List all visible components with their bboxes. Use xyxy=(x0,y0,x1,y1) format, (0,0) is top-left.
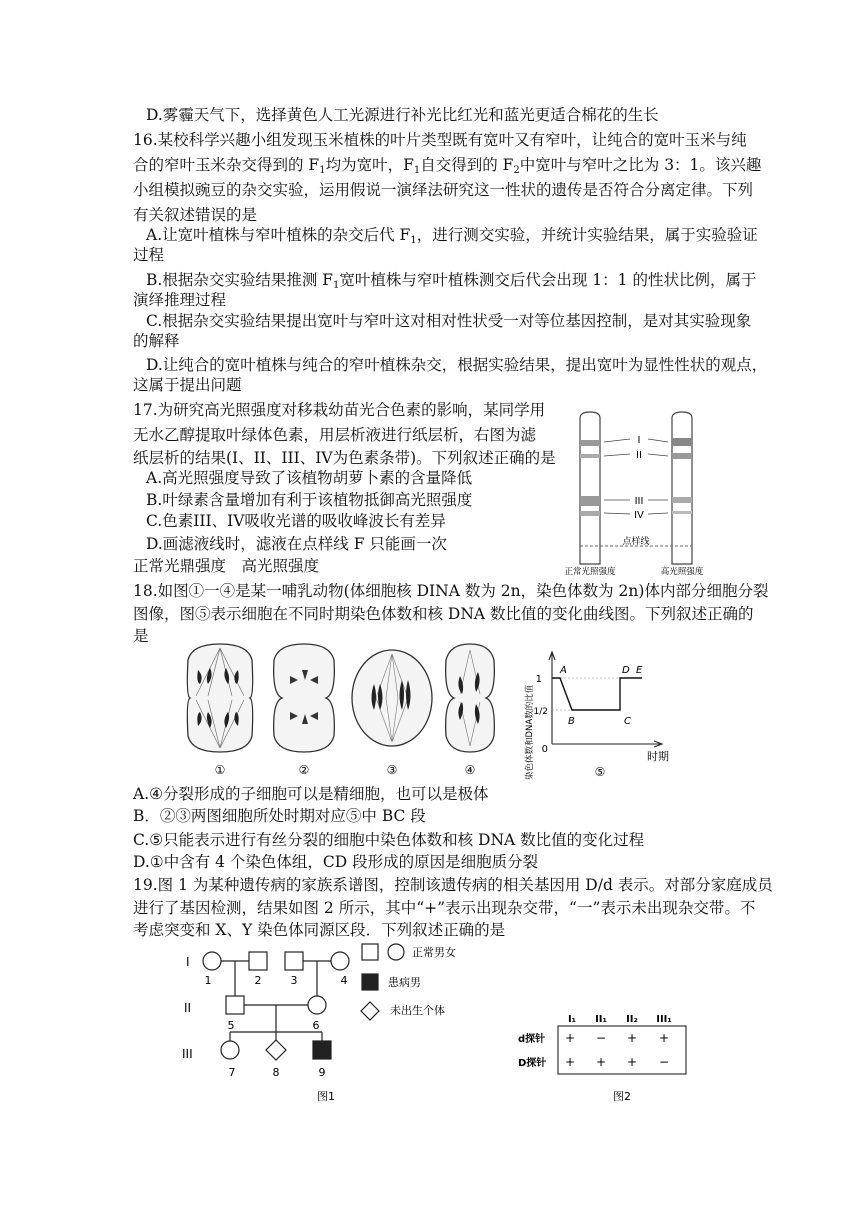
q18-stem-line2: 图像，图⑤表示细胞在不同时期染色体数和核 DNA 数比值的变化曲线图。下列叙述正确的 xyxy=(133,605,754,623)
q16-option-c: C.根据杂交实验结果提出宽叶与窄叶这对相对性状受一对等位基因控制，是对其实验现象 xyxy=(146,312,752,330)
q17-option-a: A.高光照强度导致了该植物胡萝卜素的含量降低 xyxy=(146,469,473,487)
band-label-4: IV xyxy=(634,510,644,521)
q19-gene-test-figure xyxy=(512,1012,700,1108)
q16-option-b-cont: 演绎推理过程 xyxy=(133,291,227,309)
legend-affected-male xyxy=(362,974,378,990)
x-axis-label: 时期 xyxy=(647,750,669,763)
paper-strip-high xyxy=(672,412,692,564)
cell-D-1: + xyxy=(564,1055,576,1069)
q16-option-c-cont: 的解释 xyxy=(133,332,180,350)
q19-stem-line3: 考虑突变和 X、Y 染色体同源区段．下列叙述正确的是 xyxy=(133,921,506,939)
cell-2-label: ② xyxy=(298,763,310,777)
id-5: 5 xyxy=(227,1019,235,1032)
band-3-normal xyxy=(580,496,600,506)
q16-option-a-cont: 过程 xyxy=(133,246,165,264)
fig2-caption: 图2 xyxy=(613,1090,631,1103)
q19-pedigree-figure xyxy=(176,940,506,1110)
point-d: D xyxy=(622,665,630,676)
q18-option-b: B．②③两图细胞所处时期对应⑤中 BC 段 xyxy=(133,807,426,825)
cell-1-anaphase xyxy=(187,644,252,752)
point-e: E xyxy=(636,665,643,676)
q17-stem-line1: 17.为研究高光照强度对移栽幼苗光合色素的影响，某同学用 xyxy=(133,401,546,419)
fig1-caption: 图1 xyxy=(317,1090,335,1103)
cell-d-4: + xyxy=(658,1031,670,1045)
cell-1-label: ① xyxy=(214,763,226,777)
band-2-high xyxy=(672,453,692,459)
legend-unborn xyxy=(361,1002,379,1020)
q16-option-d-cont: 这属于提出问题 xyxy=(133,376,242,394)
band-label-3: III xyxy=(634,496,644,507)
ratio-curve xyxy=(552,678,642,710)
band-1-high xyxy=(672,438,692,446)
gen-label-1: I xyxy=(186,955,190,969)
q19-stem-line1: 19.图 1 为某种遗传病的家族系谱图，控制该遗传病的相关基因用 D/d 表示。对部分家庭成员 xyxy=(133,876,773,894)
cell-4-label: ④ xyxy=(464,763,476,777)
paper-strip-normal xyxy=(580,412,600,564)
q17-stem-line3: 纸层析的结果(I、II、III、IV为色素条带)。下列叙述正确的是 xyxy=(133,449,556,467)
q18-stem-line3: 是 xyxy=(133,627,149,645)
ratio-graph xyxy=(524,652,669,780)
member-4-female xyxy=(331,952,349,970)
band-3-high xyxy=(672,497,692,503)
legend-affected-label: 患病男 xyxy=(388,976,421,989)
legend-normal-female xyxy=(388,944,404,960)
gen-label-3: III xyxy=(182,1047,193,1061)
legend-normal-label: 正常男女 xyxy=(412,946,456,959)
cell-4-anaphase-ii xyxy=(446,644,495,752)
col-label-2: II₁ xyxy=(595,1014,607,1025)
band-label-2: II xyxy=(636,450,642,461)
q18-option-c: C.⑤只能表示进行有丝分裂的细胞中染色体数和核 DNA 数比值的变化过程 xyxy=(133,831,645,849)
cell-d-2: − xyxy=(595,1031,607,1045)
id-9: 9 xyxy=(318,1066,326,1079)
id-4: 4 xyxy=(340,974,348,987)
cell-d-1: + xyxy=(564,1031,576,1045)
q17-chromatography-figure xyxy=(560,408,728,578)
cell-2-telophase xyxy=(274,644,335,752)
q16-stem-line4: 有关叙述错误的是 xyxy=(133,206,258,224)
q19-stem-line2: 进行了基因检测，结果如图 2 所示，其中“+”表示出现杂交带，“一”表示未出现杂交带。不 xyxy=(133,899,756,917)
q18-stem-line1: 18.如图①一④是某一哺乳动物(体细胞核 DINA 数为 2n，染色体数为 2n)体内部分细胞分裂 xyxy=(133,582,769,600)
cell-D-2: + xyxy=(595,1055,607,1069)
point-b: B xyxy=(568,716,575,727)
cell-3-metaphase xyxy=(352,650,432,746)
id-2: 2 xyxy=(254,974,262,987)
band-1-normal xyxy=(580,440,600,446)
member-8-unborn xyxy=(266,1040,286,1060)
strip-label-normal: 正常光照强度 xyxy=(564,567,616,577)
q16-stem-line2: 合的窄叶玉米杂交得到的 $F_1$均为宽叶，$F_1$自交得到的 $F_2$中宽叶与窄叶之比为 3：1。该兴趣 xyxy=(133,156,762,176)
member-2-male xyxy=(249,952,267,970)
strip-label-high: 高光照强度 xyxy=(660,567,704,577)
gen-label-2: II xyxy=(184,1001,192,1015)
col-label-1: I₁ xyxy=(567,1014,577,1025)
origin-label: 0 xyxy=(541,744,548,755)
col-label-4: III₁ xyxy=(656,1014,672,1025)
member-6-female xyxy=(308,996,326,1014)
band-2-normal xyxy=(580,454,600,458)
baseline-label: 点样线 xyxy=(622,537,650,547)
col-label-3: II₂ xyxy=(626,1014,638,1025)
probe-d-label: d探针 xyxy=(518,1034,546,1045)
q16-stem-line1: 16.某校科学兴趣小组发现玉米植株的叶片类型既有宽叶又有窄叶，让纯合的宽叶玉米与纯 xyxy=(133,131,747,149)
id-6: 6 xyxy=(312,1019,320,1032)
band-4-high xyxy=(672,511,692,514)
cell-D-4: − xyxy=(658,1055,670,1069)
y-tick-1: 1 xyxy=(535,674,542,685)
y-tick-half: 1/2 xyxy=(533,707,548,717)
point-a: A xyxy=(560,665,567,676)
cell-3-label: ③ xyxy=(386,763,398,777)
q18-option-a: A.④分裂形成的子细胞可以是精细胞，也可以是极体 xyxy=(133,785,489,803)
q17-option-c: C.色素III、IV吸收光谱的吸收峰波长有差异 xyxy=(146,512,446,530)
point-c: C xyxy=(624,716,631,727)
q15-option-d: D.雾霾天气下，选择黄色人工光源进行补光比红光和蓝光更适合棉花的生长 xyxy=(146,106,659,124)
q16-option-b: B.根据杂交实验结果推测 $F_1$宽叶植株与窄叶植株测交后代会出现 1：1 的性状比例，属于 xyxy=(146,271,757,291)
cell-d-3: + xyxy=(626,1031,638,1045)
q17-stem-line2: 无水乙醇提取叶绿体色素，用层析液进行纸层析，右图为滤 xyxy=(133,426,537,444)
member-1-female xyxy=(203,952,221,970)
q17-option-b: B.叶绿素含量增加有利于该植物抵御高光照强度 xyxy=(146,491,473,509)
q16-option-d: D.让纯合的宽叶植株与纯合的窄叶植株杂交，根据实验结果，提出宽叶为显性性状的观点， xyxy=(146,356,768,374)
legend-normal-male xyxy=(362,944,378,960)
member-3-male xyxy=(285,952,303,970)
q16-stem-line3: 小组模拟豌豆的杂交实验，运用假说一演绎法研究这一性状的遗传是否符合分离定律。下列 xyxy=(133,181,754,199)
member-7-female xyxy=(221,1041,239,1059)
q16-option-a: A.让宽叶植株与窄叶植株的杂交后代 $F_1$，进行测交实验，并统计实验结果，属于实验验证 xyxy=(146,226,758,246)
q18-cell-division-figure xyxy=(180,640,700,782)
band-4-normal xyxy=(580,511,600,516)
id-7: 7 xyxy=(228,1066,236,1079)
id-3: 3 xyxy=(290,974,298,987)
graph-label: ⑤ xyxy=(594,765,606,779)
q17-figure-caption: 正常光鼎强度 高光照强度 xyxy=(133,557,320,575)
y-axis-label: 染色体数和DNA数的比值 xyxy=(525,684,535,780)
band-label-1: I xyxy=(637,435,641,446)
probe-D-label: D探针 xyxy=(518,1058,547,1069)
id-8: 8 xyxy=(272,1066,280,1079)
member-9-affected-male xyxy=(313,1041,331,1059)
id-1: 1 xyxy=(204,974,212,987)
member-5-male xyxy=(226,996,244,1014)
q18-option-d: D.①中含有 4 个染色体组，CD 段形成的原因是细胞质分裂 xyxy=(133,853,539,871)
q17-option-d: D.画滤液线时，滤液在点样线 F 只能画一次 xyxy=(146,535,447,553)
cell-D-3: + xyxy=(626,1055,638,1069)
legend-unborn-label: 未出生个体 xyxy=(390,1004,445,1017)
